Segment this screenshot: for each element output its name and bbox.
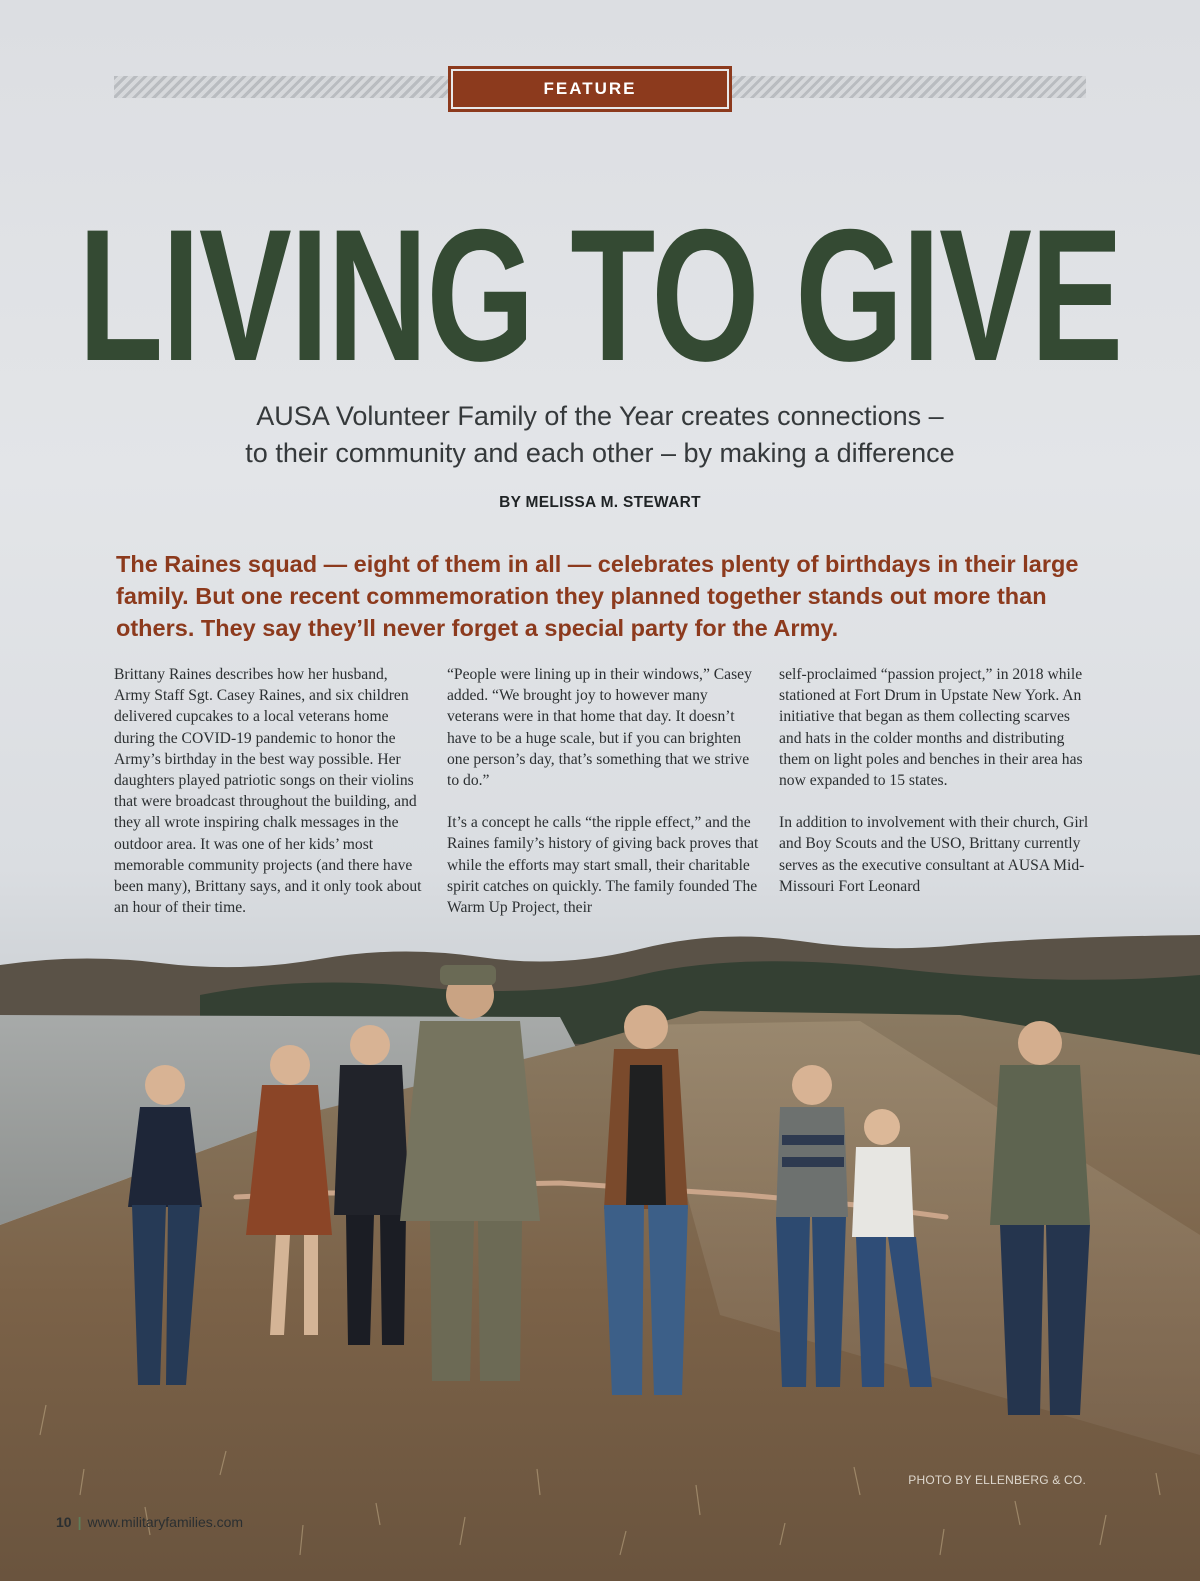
- body-paragraph: Brittany Raines describes how her husband, Army Staff Sgt. Casey Raines, and six children delivered cupcakes to a local veterans home during the COVID-19 pandemic to honor the Army’s birthday in the best way possible. Her daughters played patriotic songs on their violins that were broadcast throughout the building, and they all wrote inspiring chalk messages in the outdoor area. It was one of her kids’ most memorable community projects (and there have been many), Brittany says, and it only took about an hour of their time.: [114, 666, 422, 917]
- body-column-1: [114, 664, 426, 939]
- body-paragraph: self-proclaimed “passion project,” in 2018 while stationed at Fort Drum in Upstate New York. An initiative that began as them collecting scarves and hats in the colder months and distributing them on light poles and benches in their area has now expanded to 15 states.: [779, 666, 1083, 790]
- lede-paragraph: The Raines squad — eight of them in all — celebrates plenty of birthdays in their large family. But one recent commemoration they planned together stands out more than others. They say they’ll never forget a special party for the Army.: [116, 551, 1079, 641]
- body-paragraph: “People were lining up in their windows,” Casey added. “We brought joy to however many veterans were in that home that day. It doesn’t have to be a huge scale, but if you can brighten one person’s day, that’s something that we strive to do.”: [447, 666, 752, 790]
- body-column-3: [779, 664, 1091, 918]
- body-paragraph: In addition to involvement with their church, Girl and Boy Scouts and the USO, Brittany currently serves as the executive consultant at AUSA Mid-Missouri Fort Leonard: [779, 814, 1089, 895]
- subheadline-line-1: AUSA Volunteer Family of the Year creates connections –: [256, 401, 944, 431]
- headline: LIVING TO GIVE: [78, 190, 1122, 400]
- byline: BY MELISSA M. STEWART: [499, 494, 701, 511]
- page-footer: [56, 1514, 243, 1530]
- body-column-2: [447, 664, 759, 939]
- banner-stripe-left: [114, 76, 448, 98]
- subheadline: [150, 398, 1050, 472]
- photo-credit: PHOTO BY ELLENBERG & CO.: [908, 1473, 1086, 1487]
- website-url: www.militaryfamilies.com: [87, 1514, 244, 1530]
- body-paragraph: It’s a concept he calls “the ripple effect,” and the Raines family’s history of giving back proves that while the efforts may start small, their charitable spirit catches on quickly. The family founded The Warm Up Project, their: [447, 814, 759, 917]
- subheadline-line-2: to their community and each other – by making a difference: [245, 438, 955, 468]
- footer-separator: |: [77, 1514, 82, 1530]
- banner-stripe-right: [732, 76, 1086, 98]
- section-tag: FEATURE: [448, 66, 732, 112]
- page-number: 10: [56, 1514, 72, 1530]
